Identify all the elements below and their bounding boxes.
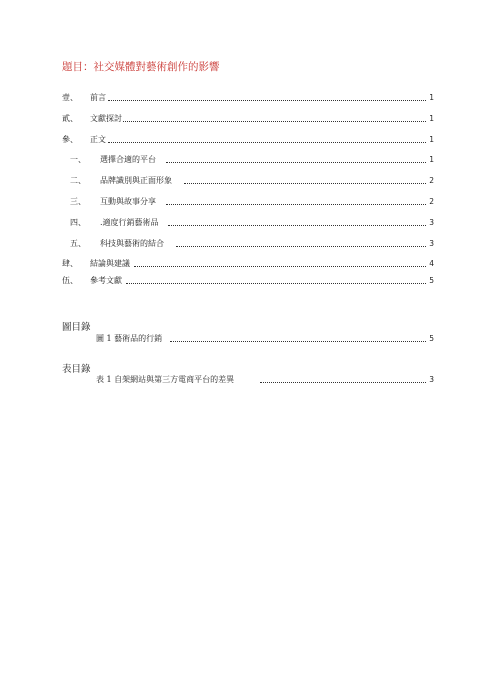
toc-number: 參、: [62, 135, 78, 144]
toc-leader: [166, 162, 426, 163]
toc-leader: [108, 142, 426, 143]
toc-entry[interactable]: [62, 196, 434, 208]
figure-label: 圖 1 藝術品的行銷: [96, 334, 163, 343]
toc-entry[interactable]: [62, 154, 434, 166]
toc-number: 二、: [70, 176, 86, 185]
toc-number: 五、: [70, 239, 86, 248]
table-label: 表 1 自架網站與第三方電商平台的差異: [96, 375, 235, 384]
toc-page: 3: [429, 218, 434, 227]
toc-label: 科技與藝術的結合: [100, 239, 164, 248]
toc-leader: [166, 204, 426, 205]
toc-entry[interactable]: [62, 238, 434, 250]
toc-page: 2: [429, 197, 434, 206]
toc-page: 1: [429, 135, 434, 144]
toc-number: 肆、: [62, 259, 78, 268]
toc-entry[interactable]: [62, 92, 434, 104]
toc-label: 結論與建議: [90, 259, 130, 268]
table-leader: [260, 382, 426, 383]
toc-number: 貳、: [62, 114, 78, 123]
table-page: 3: [429, 375, 434, 384]
toc-entry[interactable]: [62, 258, 434, 270]
toc-page: 3: [429, 239, 434, 248]
table-entry[interactable]: [62, 374, 434, 386]
document-title: 題目：社交媒體對藝術創作的影響: [62, 61, 220, 73]
toc-entry[interactable]: [62, 175, 434, 187]
figure-leader: [170, 341, 426, 342]
toc-label: 參考文獻: [90, 276, 122, 285]
toc-label: 互動與故事分享: [100, 197, 156, 206]
toc-page: 1: [429, 114, 434, 123]
toc-leader: [134, 266, 426, 267]
toc-leader: [108, 100, 426, 101]
toc-page: 1: [429, 155, 434, 164]
toc-number: 一、: [70, 155, 86, 164]
toc-page: 1: [429, 93, 434, 102]
toc-leader: [168, 225, 426, 226]
toc-label: 選擇合適的平台: [100, 155, 156, 164]
toc-label: 正文: [90, 135, 106, 144]
toc-entry[interactable]: [62, 113, 434, 125]
toc-page: 5: [429, 276, 434, 285]
toc-leader: [122, 121, 426, 122]
toc-leader: [176, 246, 426, 247]
toc-number: 三、: [70, 197, 86, 206]
toc-entry[interactable]: [62, 134, 434, 146]
figure-list-heading: 圖目錄: [62, 322, 91, 333]
toc-number: 壹、: [62, 93, 78, 102]
toc-leader: [126, 283, 426, 284]
toc-number: 四、: [70, 218, 86, 227]
toc-label: .適度行銷藝術品: [100, 218, 159, 227]
toc-page: 4: [429, 259, 434, 268]
table-list-heading: 表目錄: [62, 364, 91, 375]
toc-label: 文獻探討: [90, 114, 122, 123]
figure-page: 5: [429, 334, 434, 343]
figure-entry[interactable]: [62, 333, 434, 345]
toc-label: 前言: [90, 93, 106, 102]
toc-number: 伍、: [62, 276, 78, 285]
toc-leader: [184, 183, 426, 184]
toc-entry[interactable]: [62, 217, 434, 229]
toc-label: 品牌識別與正面形象: [100, 176, 172, 185]
toc-page: 2: [429, 176, 434, 185]
toc-entry[interactable]: [62, 275, 434, 287]
